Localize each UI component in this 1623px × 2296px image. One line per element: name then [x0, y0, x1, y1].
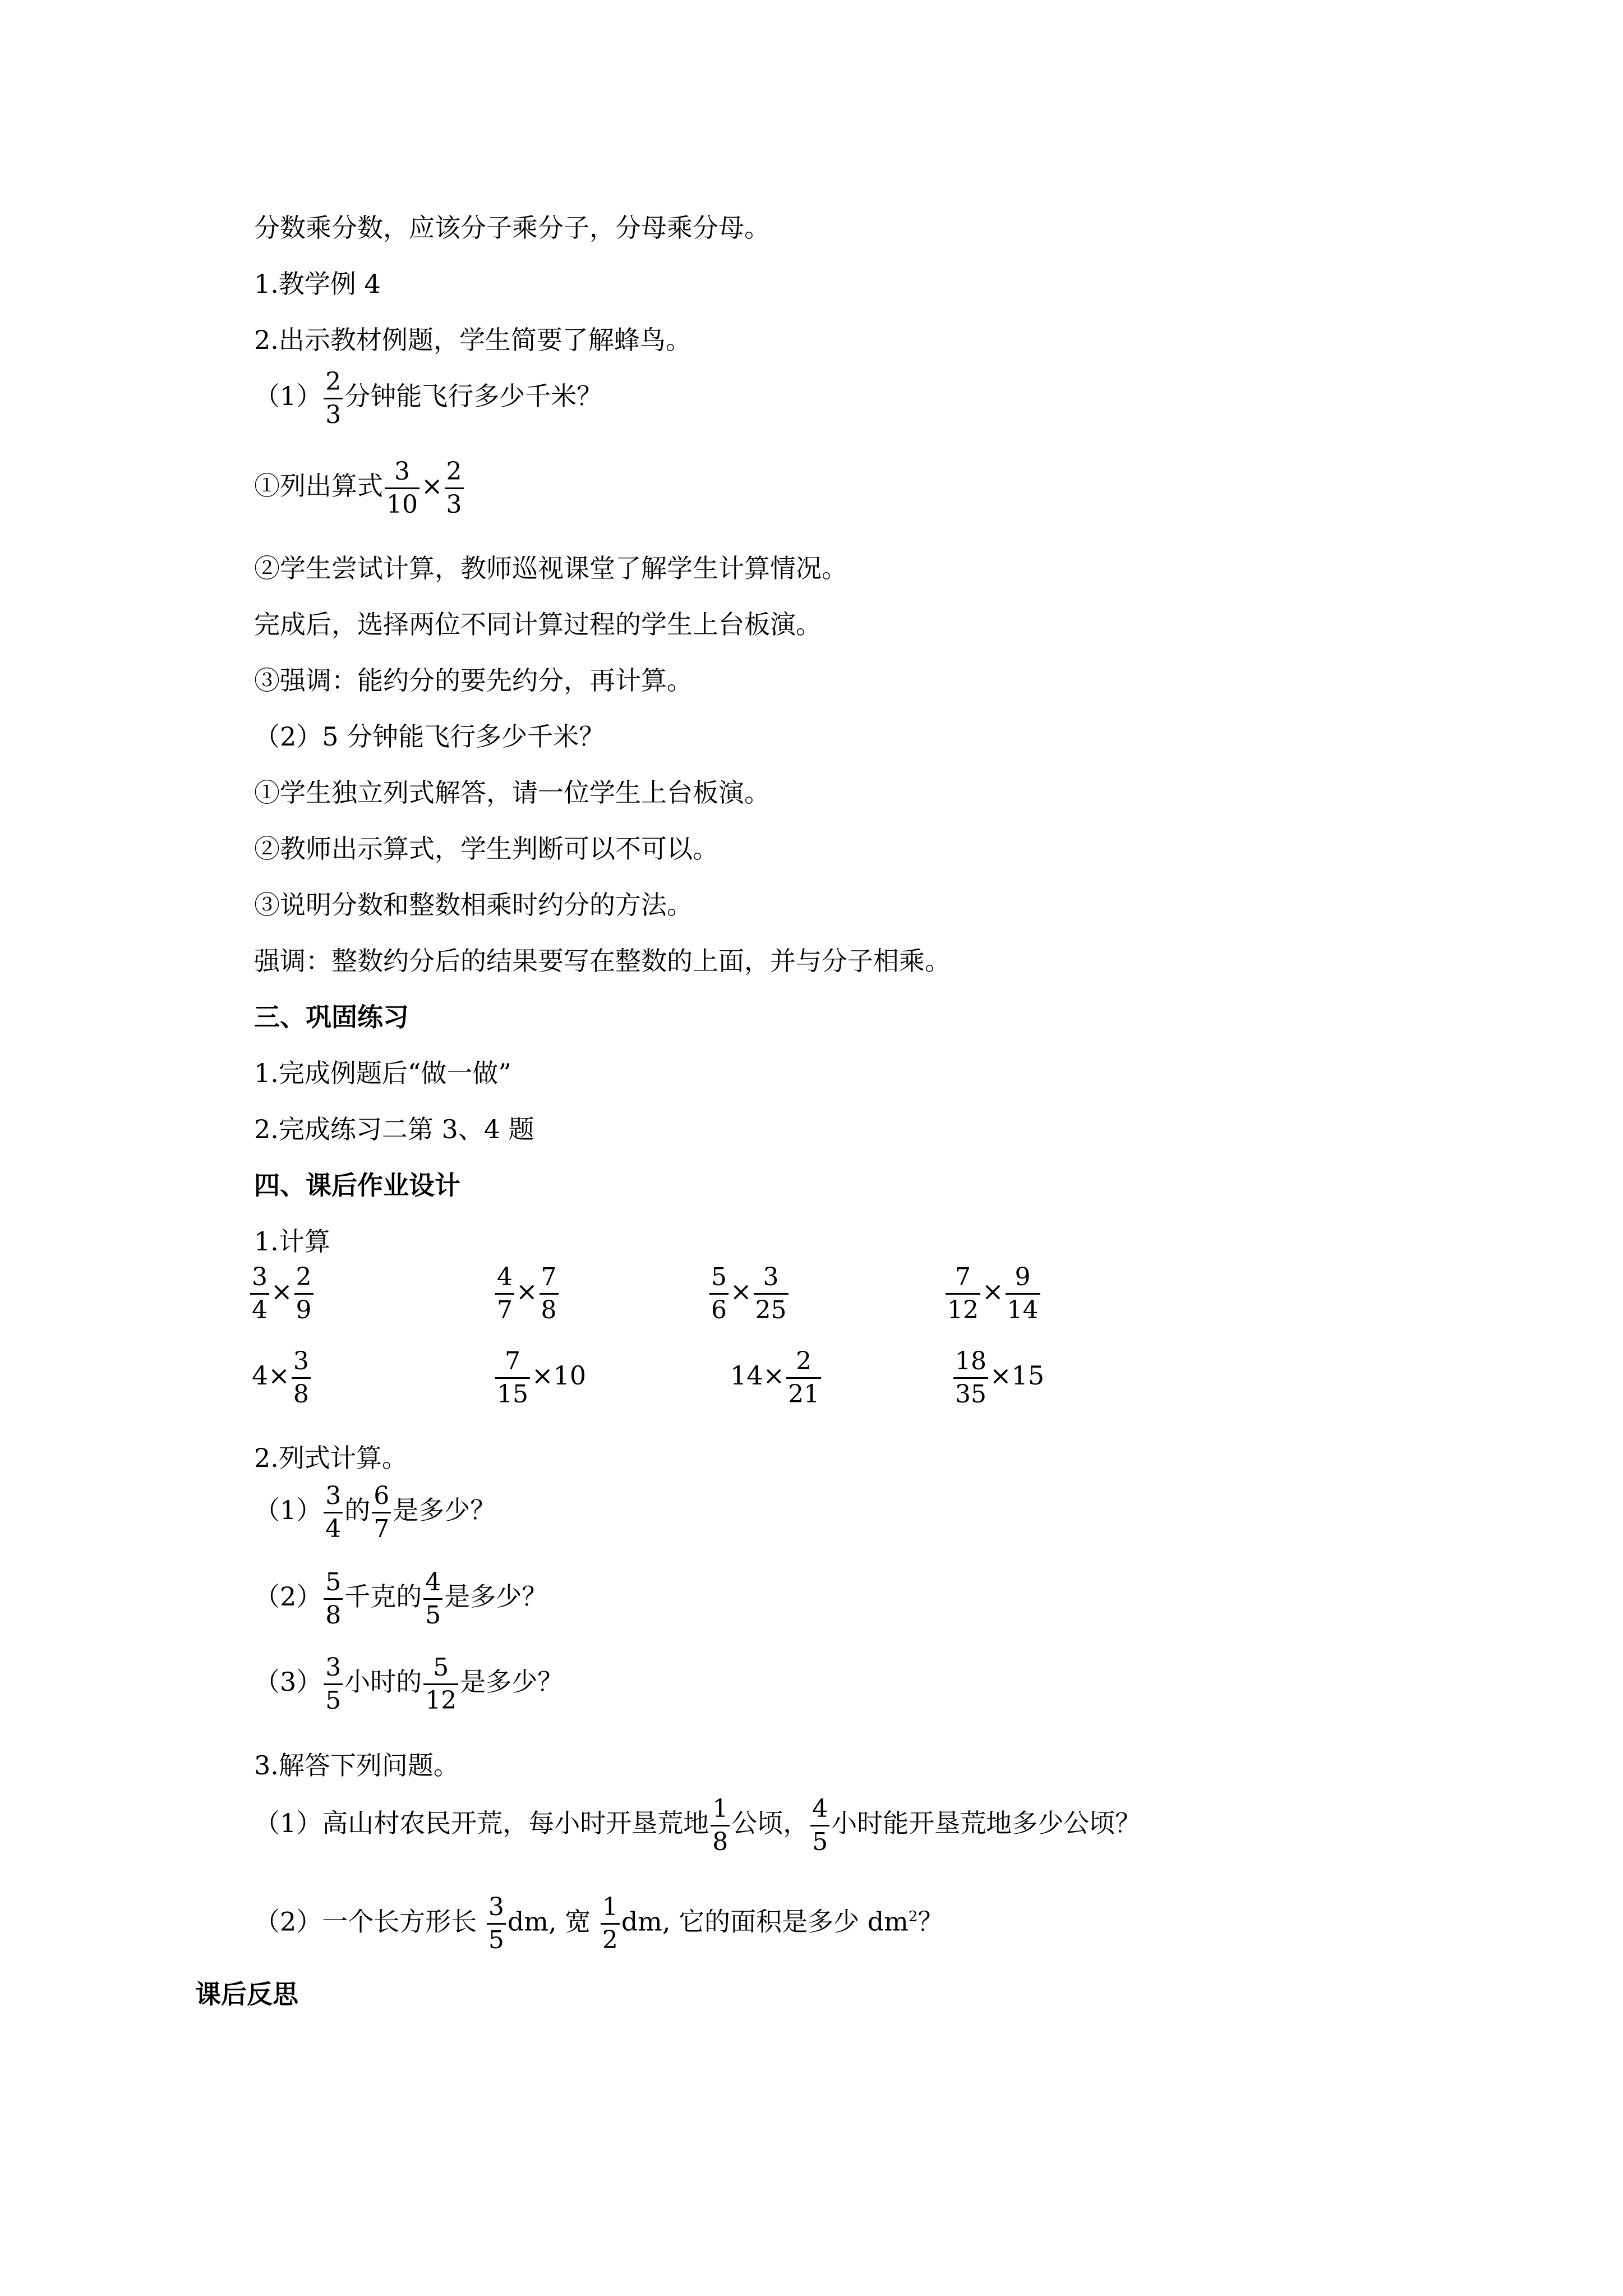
- fraction: $\frac{4}{7}$: [495, 1265, 514, 1323]
- fraction: $\frac{2}{9}$: [294, 1265, 313, 1323]
- fraction: $\frac{3}{5}$: [487, 1895, 506, 1953]
- text-line: 1.完成例题后“做一做”: [254, 1058, 511, 1088]
- fraction: $\frac{6}{7}$: [372, 1484, 391, 1542]
- suffix: 小时能开垦荒地多少公顷？: [831, 1808, 1141, 1838]
- text-line: ②教师出示算式，学生判断可以不可以。: [254, 834, 718, 864]
- text-line: 1.教学例 4: [254, 269, 381, 299]
- fraction: $\frac{5}{6}$: [709, 1265, 728, 1323]
- fraction: $\frac{3}{10}$: [385, 459, 419, 517]
- text-line: ①学生独立列式解答，请一位学生上台板演。: [254, 777, 770, 808]
- times-sign: ×: [763, 1360, 785, 1391]
- formula-line: [254, 457, 465, 517]
- text-line: 2.列式计算。: [254, 1443, 408, 1473]
- fraction: $\frac{7}{12}$: [946, 1265, 980, 1323]
- fraction: $\frac{2}{3}$: [445, 459, 464, 517]
- calc-item: [494, 1346, 586, 1407]
- fraction: $\frac{3}{25}$: [754, 1265, 789, 1323]
- times-sign: ×: [532, 1360, 554, 1391]
- connector: 千克的: [344, 1581, 422, 1612]
- question-line: [254, 1567, 547, 1628]
- whole-number: 14: [730, 1360, 763, 1391]
- fraction: $\frac{1}{2}$: [601, 1895, 620, 1953]
- times-sign: ×: [421, 471, 443, 501]
- question-line: [254, 367, 602, 427]
- times-sign: ×: [982, 1276, 1004, 1306]
- calc-item: [252, 1346, 312, 1407]
- fraction: $\frac{4}{5}$: [810, 1797, 829, 1855]
- prefix: （1）: [254, 381, 322, 411]
- fraction: $\frac{3}{4}$: [324, 1484, 343, 1542]
- calc-item: [248, 1262, 315, 1323]
- calc-item: [952, 1346, 1044, 1407]
- superscript: 2: [908, 1908, 918, 1925]
- connector: 小时的: [344, 1667, 422, 1697]
- section-heading: 三、巩固练习: [254, 1002, 409, 1032]
- times-sign: ×: [730, 1276, 752, 1306]
- calc-item: [494, 1262, 560, 1323]
- calc-item: [730, 1346, 823, 1407]
- fraction: $\frac{5}{12}$: [423, 1655, 458, 1713]
- fraction: $\frac{9}{14}$: [1006, 1265, 1040, 1323]
- text-line: 2.完成练习二第 3、4 题: [254, 1114, 534, 1144]
- fraction: $\frac{7}{15}$: [495, 1349, 530, 1407]
- fraction: $\frac{5}{8}$: [324, 1570, 343, 1628]
- whole-number: 10: [553, 1360, 587, 1391]
- text-line: 3.解答下列问题。: [254, 1750, 459, 1780]
- text-line: ②学生尝试计算，教师巡视课堂了解学生计算情况。: [254, 553, 847, 583]
- prefix: （1）: [254, 1495, 322, 1525]
- text-line: ③说明分数和整数相乘时约分的方法。: [254, 890, 693, 920]
- connector: 公顷，: [731, 1808, 809, 1838]
- text-line: 1.计算: [254, 1226, 330, 1257]
- fraction: $\frac{3}{5}$: [324, 1655, 343, 1713]
- whole-number: 15: [1011, 1360, 1045, 1391]
- suffix: dm, 它的面积是多少 dm: [621, 1906, 909, 1937]
- suffix: 是多少？: [460, 1667, 564, 1697]
- prefix: （3）: [254, 1667, 322, 1697]
- fraction: $\frac{1}{8}$: [711, 1797, 730, 1855]
- text-line: 完成后，选择两位不同计算过程的学生上台板演。: [254, 609, 822, 639]
- connector: 的: [344, 1495, 371, 1525]
- question-line: [254, 1794, 1141, 1855]
- times-sign: ×: [268, 1360, 290, 1391]
- fraction: $\frac{3}{4}$: [250, 1265, 269, 1323]
- suffix: 是多少？: [393, 1495, 496, 1525]
- section-heading: 课后反思: [195, 1979, 298, 2009]
- text-line: （2）5 分钟能飞行多少千米？: [254, 721, 605, 752]
- fraction: $\frac{2}{3}$: [324, 370, 343, 427]
- question-line: [254, 1481, 496, 1542]
- prefix: （1）高山村农民开荒，每小时开垦荒地: [254, 1808, 709, 1838]
- times-sign: ×: [271, 1276, 293, 1306]
- fraction: $\frac{3}{8}$: [292, 1349, 311, 1407]
- fraction: $\frac{4}{5}$: [423, 1570, 442, 1628]
- prefix: （2）一个长方形长: [254, 1906, 485, 1937]
- text-line: 分数乘分数，应该分子乘分子，分母乘分母。: [254, 213, 770, 243]
- text-line: 强调：整数约分后的结果要写在整数的上面，并与分子相乘。: [254, 946, 951, 976]
- suffix: 是多少？: [444, 1581, 548, 1612]
- times-sign: ×: [516, 1276, 538, 1306]
- whole-number: 4: [252, 1360, 269, 1391]
- prefix: ①列出算式: [254, 471, 383, 501]
- text-line: ③强调：能约分的要先约分，再计算。: [254, 665, 693, 696]
- section-heading: 四、课后作业设计: [254, 1170, 460, 1200]
- fraction: $\frac{18}{35}$: [953, 1349, 988, 1407]
- times-sign: ×: [990, 1360, 1012, 1391]
- fraction: $\frac{7}{8}$: [540, 1265, 559, 1323]
- question-line: [254, 1653, 563, 1713]
- suffix: 分钟能飞行多少千米？: [344, 381, 603, 411]
- fraction: $\frac{2}{21}$: [786, 1349, 821, 1407]
- calc-item: [708, 1262, 790, 1323]
- end-mark: ？: [917, 1906, 944, 1937]
- connector: dm, 宽: [507, 1906, 599, 1937]
- question-line: [254, 1888, 943, 1953]
- text-line: 2.出示教材例题，学生简要了解蜂鸟。: [254, 325, 691, 355]
- calc-item: [944, 1262, 1042, 1323]
- prefix: （2）: [254, 1581, 322, 1612]
